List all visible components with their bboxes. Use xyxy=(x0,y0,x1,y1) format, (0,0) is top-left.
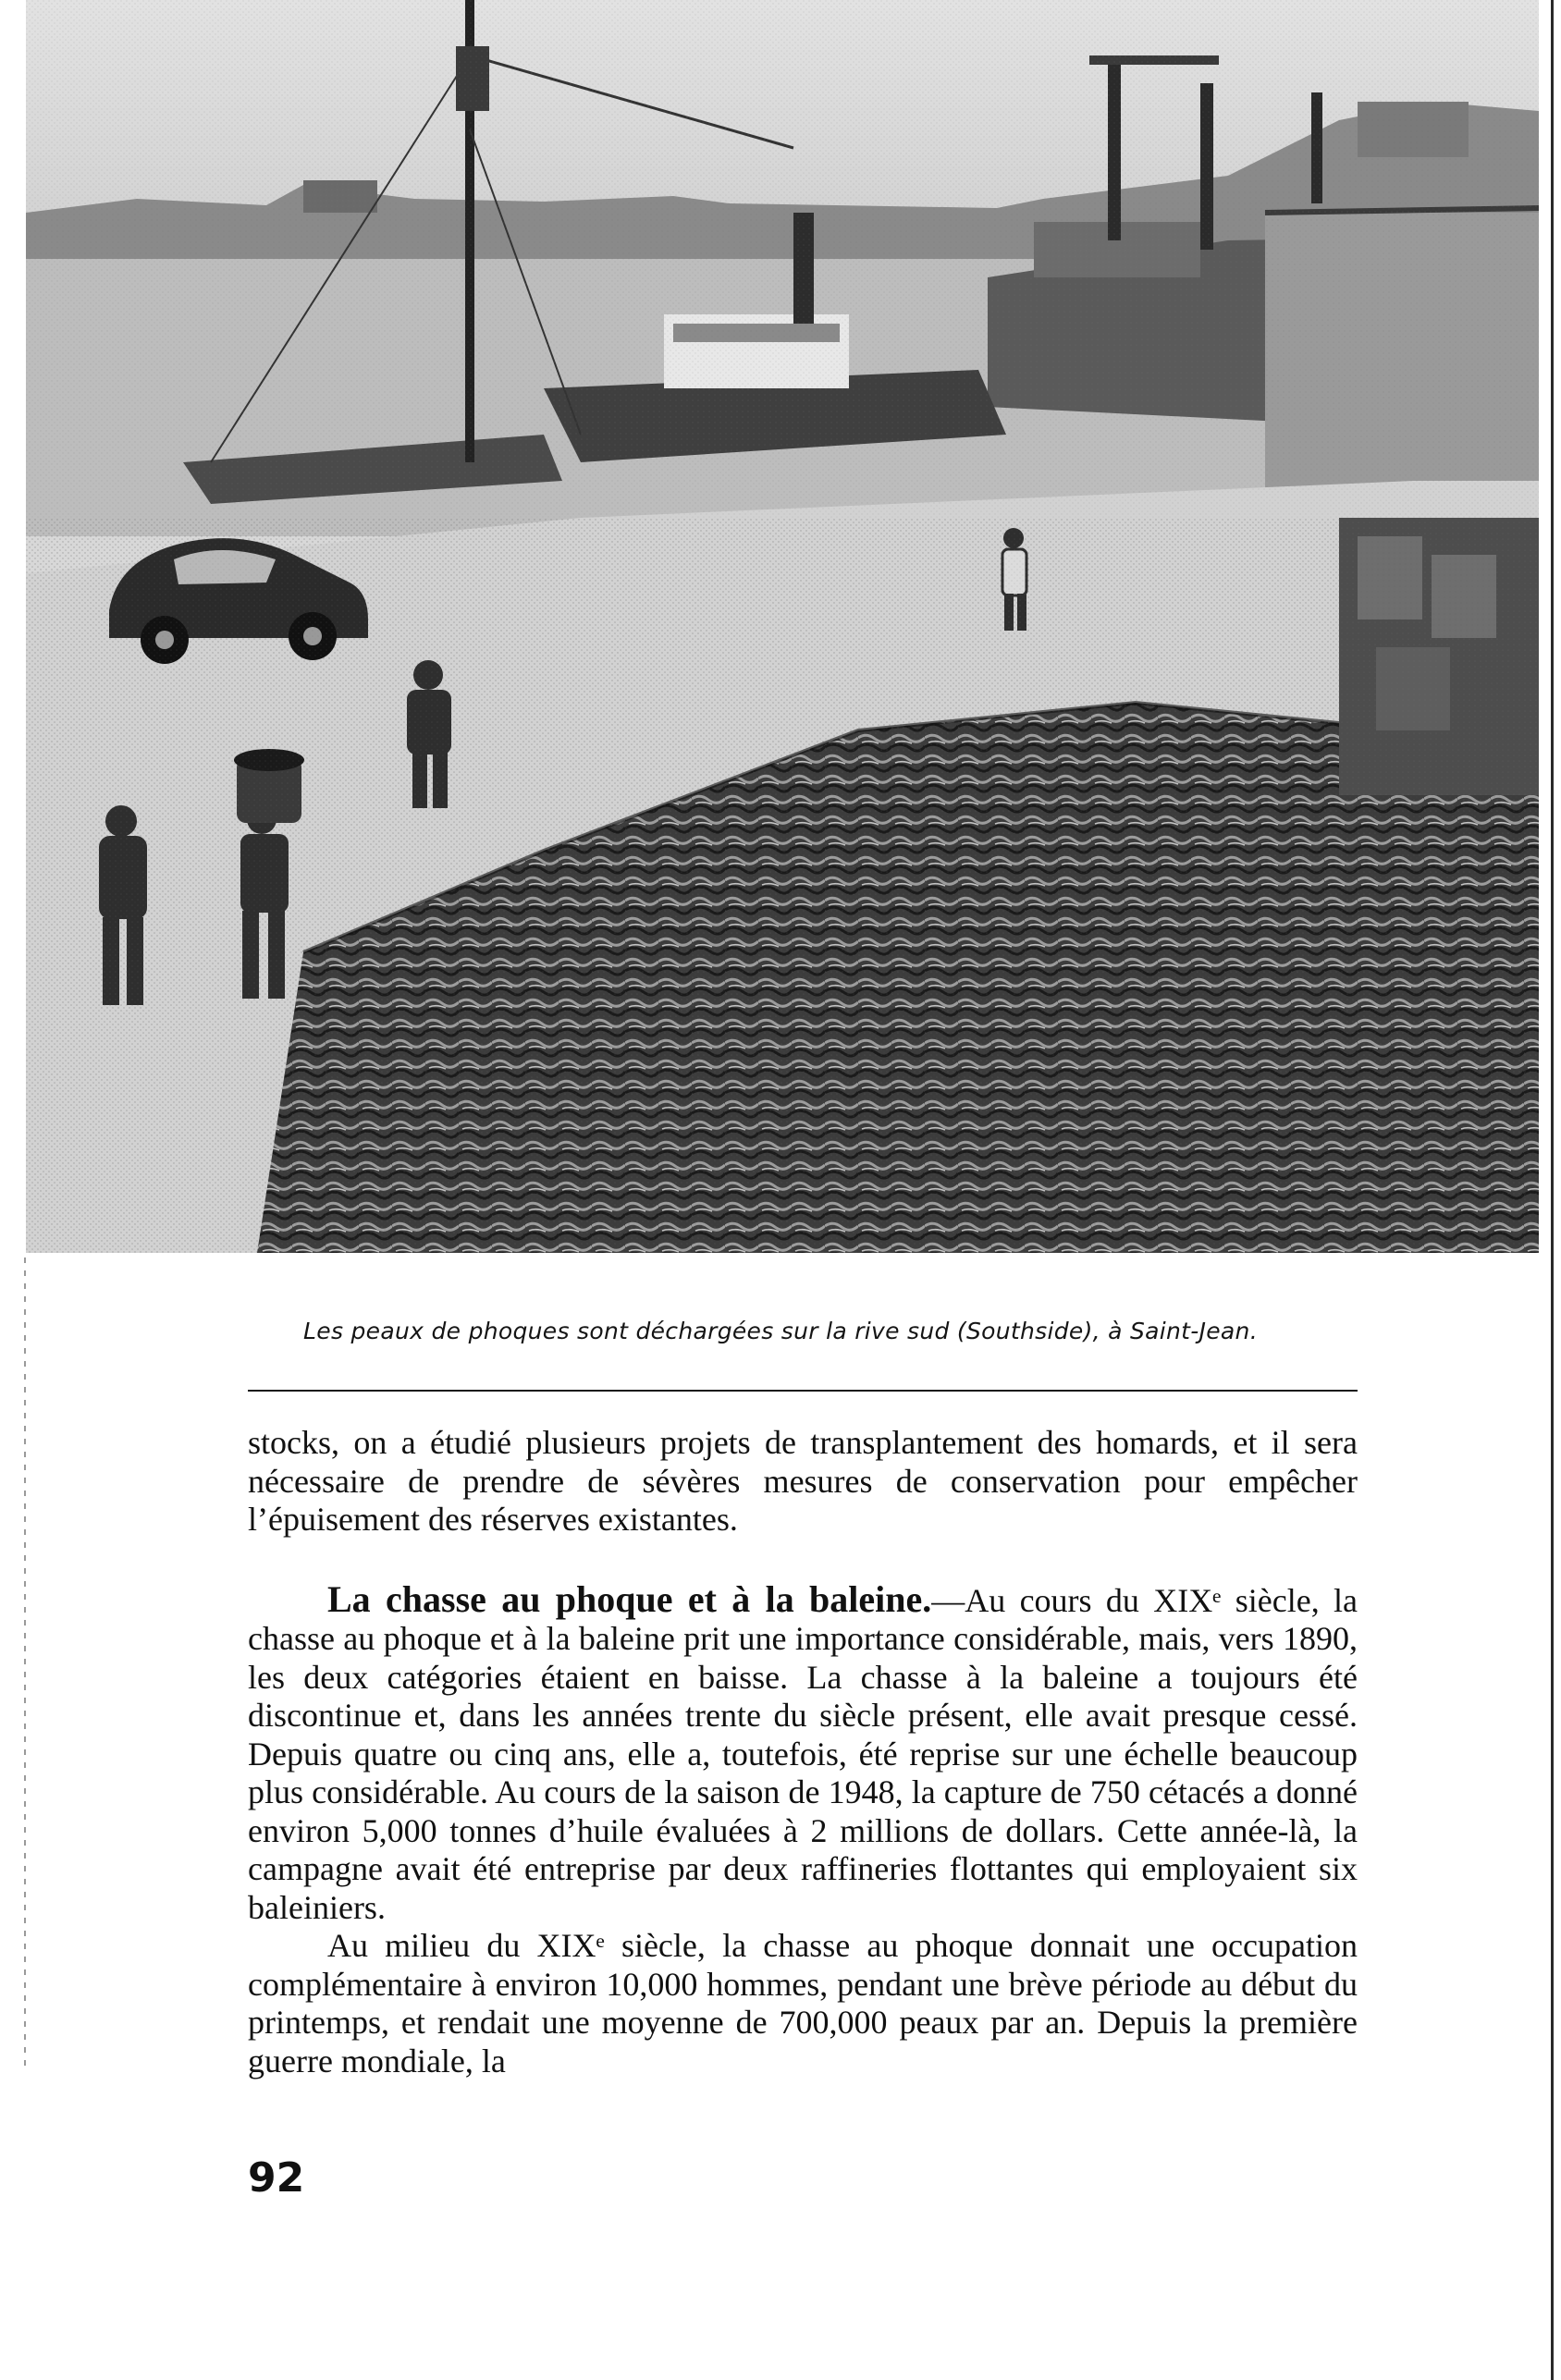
photo-caption: Les peaux de phoques sont déchargées sur la rive sud (Southside), à Saint-Jean. xyxy=(303,1318,1258,1344)
paragraph-text: —Au cours du XIXᵉ siècle, la chasse au phoque et à la baleine prit une importance considérable, mais, vers 1890, les deux catégories étaient en baisse. La chasse à la baleine a toujours été discontinue et, dans les années trente du siècle présent, elle avait presque cessé. Depuis quatre ou cinq ans, elle a, toutefois, été reprise sur une échelle beaucoup plus considérable. Au cours de la saison de 1948, la capture de 750 cétacés a donné environ 5,000 tonnes d’huile évaluées à 2 millions de dollars. Cette année-là, la campagne avait été entreprise par deux raffineries flottantes qui employaient six baleiniers. xyxy=(248,1581,1358,1926)
page-number: 92 xyxy=(248,2154,305,2202)
page-edge-right xyxy=(1551,0,1554,2380)
body-text xyxy=(248,1424,1358,2080)
paragraph: stocks, on a étudié plusieurs projets de transplantement des homards, et il sera nécessaire de prendre de sévères mesures de conservation pour empêcher l’épuisement des réserves existantes. xyxy=(248,1424,1358,1538)
section-heading: La chasse au phoque et à la baleine. xyxy=(327,1577,932,1620)
page-edge-left xyxy=(24,1257,26,2071)
photo-seal-skins-unloading xyxy=(26,0,1539,1253)
caption-rule xyxy=(248,1390,1358,1392)
paragraph-whaling-sealing xyxy=(248,1577,1358,1928)
paragraph: Au milieu du XIXᵉ siècle, la chasse au phoque donnait une occupation complémentaire à environ 10,000 hommes, pendant une brève période au début du printemps, et rendait une moyenne de 700,000 peaux par an. Depuis la première guerre mondiale, la xyxy=(248,1927,1358,2079)
